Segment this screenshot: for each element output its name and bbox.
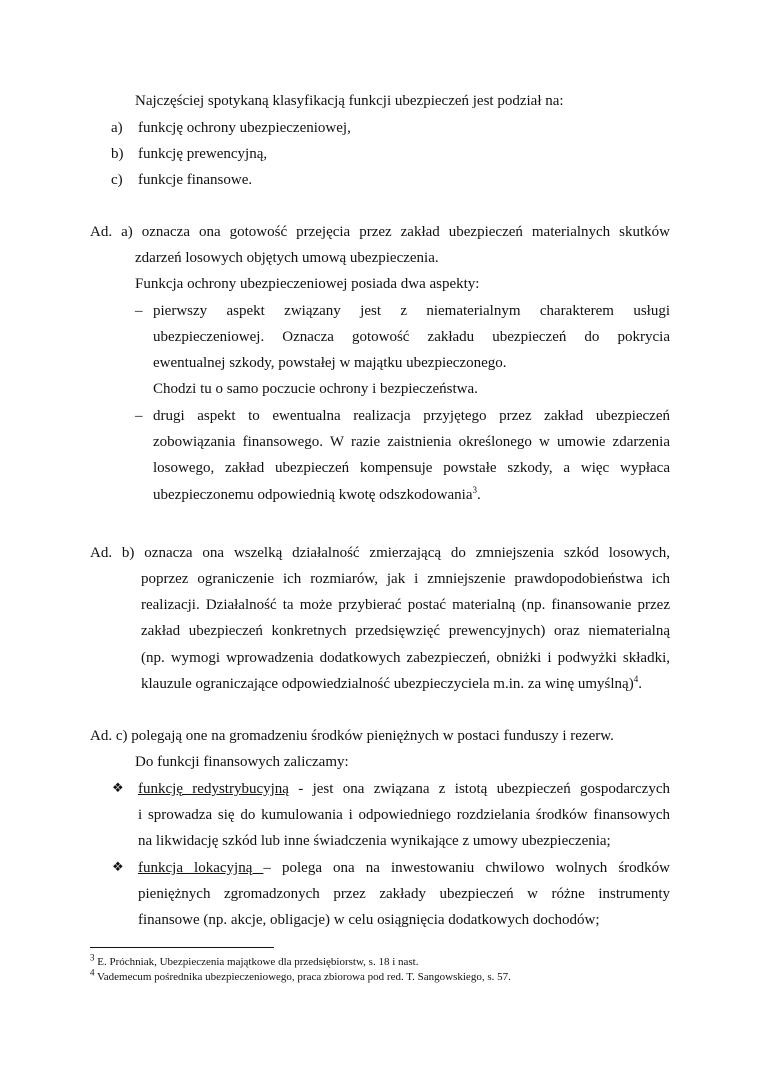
ad-a-line-2: zdarzeń losowych objętych umową ubezpieczenia. — [135, 250, 439, 266]
aspect-2-line-2: zobowiązania finansowego. W razie zaistnienia określonego w umowie zdarzenia — [153, 434, 670, 450]
aspect-2-period: . — [476, 487, 481, 503]
ad-b-line-6-text: klauzule ograniczające odpowiedzialność ubezpieczyciela m.in. za winę umyślną) — [141, 676, 634, 692]
aspect-1-line-1: pierwszy aspekt związany jest z niematerialnym charakterem usługi — [153, 303, 670, 319]
aspect-2-line-3: losowego, zakład ubezpieczeń kompensuje powstałe szkody, a więc wypłaca — [153, 460, 670, 476]
bullet-1-line-1 — [138, 776, 670, 802]
bullet-1-line-2: i sprowadza się do kumulowania i odpowiedniego rozdzielania środków finansowych — [138, 807, 670, 823]
footnote-4 — [90, 967, 511, 984]
bullet-2-line-2: pieniężnych zgromadzonych przez zakłady ubezpieczeń w różne instrumenty — [138, 886, 670, 902]
aspect-2-line-4 — [153, 482, 481, 508]
footnote-ref-4: 4 — [633, 674, 639, 684]
footnote-3 — [90, 952, 419, 969]
bullet-1-line-1-rest: - jest ona związana z istotą ubezpieczeń gospodarczych — [288, 781, 670, 797]
dash-marker-1: – — [135, 303, 143, 319]
bullet-2-line-1 — [138, 855, 670, 881]
term-redystrybucyjna: funkcję redystrybucyjną — [138, 781, 289, 797]
aspect-1-line-2: ubezpieczeniowej. Oznacza gotowość zakładu ubezpieczeń do pokrycia — [153, 329, 670, 345]
ad-c-line-2: Do funkcji finansowych zaliczamy: — [135, 754, 349, 770]
ad-b-line-4: zakład ubezpieczeń konkretnych przedsięwzięć prewencyjnych) oraz niematerialną — [141, 623, 670, 639]
bullet-2-line-1-rest: – polega ona na inwestowaniu chwilowo wolnych środków — [263, 860, 670, 876]
ad-b-line-1: Ad. b) oznacza ona wszelką działalność zmierzającą do zmniejszenia szkód losowych, — [90, 545, 670, 561]
ad-b-line-6 — [141, 671, 642, 697]
term-lokacyjna: funkcja lokacyjną — [138, 860, 264, 876]
ad-c-line-1: Ad. c) polegają one na gromadzeniu środków pieniężnych w postaci funduszy i rezerw. — [90, 728, 614, 744]
footnote-3-text: E. Próchniak, Ubezpieczenia majątkowe dla przedsiębiorstw, s. 18 i nast. — [94, 956, 419, 968]
ad-b-line-5: (np. wymogi wprowadzenia dodatkowych zabezpieczeń, obniżki i podwyżki składki, — [141, 650, 670, 666]
list-item-c-marker: c) — [111, 172, 123, 188]
list-item-c-text: funkcje finansowe. — [138, 172, 253, 188]
intro-text: Najczęściej spotykaną klasyfikacją funkcji ubezpieczeń jest podział na: — [135, 93, 564, 109]
aspect-1-line-3: ewentualnej szkody, powstałej w majątku ubezpieczonego. — [153, 355, 507, 371]
aspect-2-line-1: drugi aspekt to ewentualna realizacja przyjętego przez zakład ubezpieczeń — [153, 408, 670, 424]
aspect-2-line-4-text: ubezpieczonemu odpowiednią kwotę odszkodowania — [153, 487, 473, 503]
bullet-2-line-3: finansowe (np. akcje, obligacje) w celu osiągnięcia dodatkowych dochodów; — [138, 912, 600, 928]
aspect-1-line-4: Chodzi tu o samo poczucie ochrony i bezpieczeństwa. — [153, 381, 478, 397]
list-item-b-marker: b) — [111, 146, 124, 162]
footnote-4-text: Vademecum pośrednika ubezpieczeniowego, praca zbiorowa pod red. T. Sangowskiego, s. 57. — [94, 971, 511, 983]
list-item-b-text: funkcję prewencyjną, — [138, 146, 268, 162]
ad-a-line-1: Ad. a) oznacza ona gotowość przejęcia przez zakład ubezpieczeń materialnych skutków — [90, 224, 670, 240]
ad-a-line-3: Funkcja ochrony ubezpieczeniowej posiada dwa aspekty: — [135, 276, 480, 292]
footnote-3-number: 3 — [90, 952, 95, 963]
ad-b-line-3: realizacji. Działalność ta może przybierać postać materialną (np. finansowanie przez — [141, 597, 670, 613]
footnote-separator — [90, 947, 274, 948]
footnote-4-number: 4 — [90, 967, 95, 978]
bullet-1-line-3: na likwidację szkód lub inne świadczenia wynikające z umowy ubezpieczenia; — [138, 833, 611, 849]
ad-b-line-2: poprzez ograniczenie ich rozmiarów, jak i zmniejszenie prawdopodobieństwa ich — [141, 571, 670, 587]
list-item-a-text: funkcję ochrony ubezpieczeniowej, — [138, 120, 351, 136]
footnote-ref-3: 3 — [472, 485, 477, 495]
diamond-bullet-icon: ❖ — [112, 781, 124, 796]
diamond-bullet-icon: ❖ — [112, 860, 124, 875]
ad-b-period: . — [638, 676, 642, 692]
list-item-a-marker: a) — [111, 120, 123, 136]
dash-marker-2: – — [135, 408, 143, 424]
